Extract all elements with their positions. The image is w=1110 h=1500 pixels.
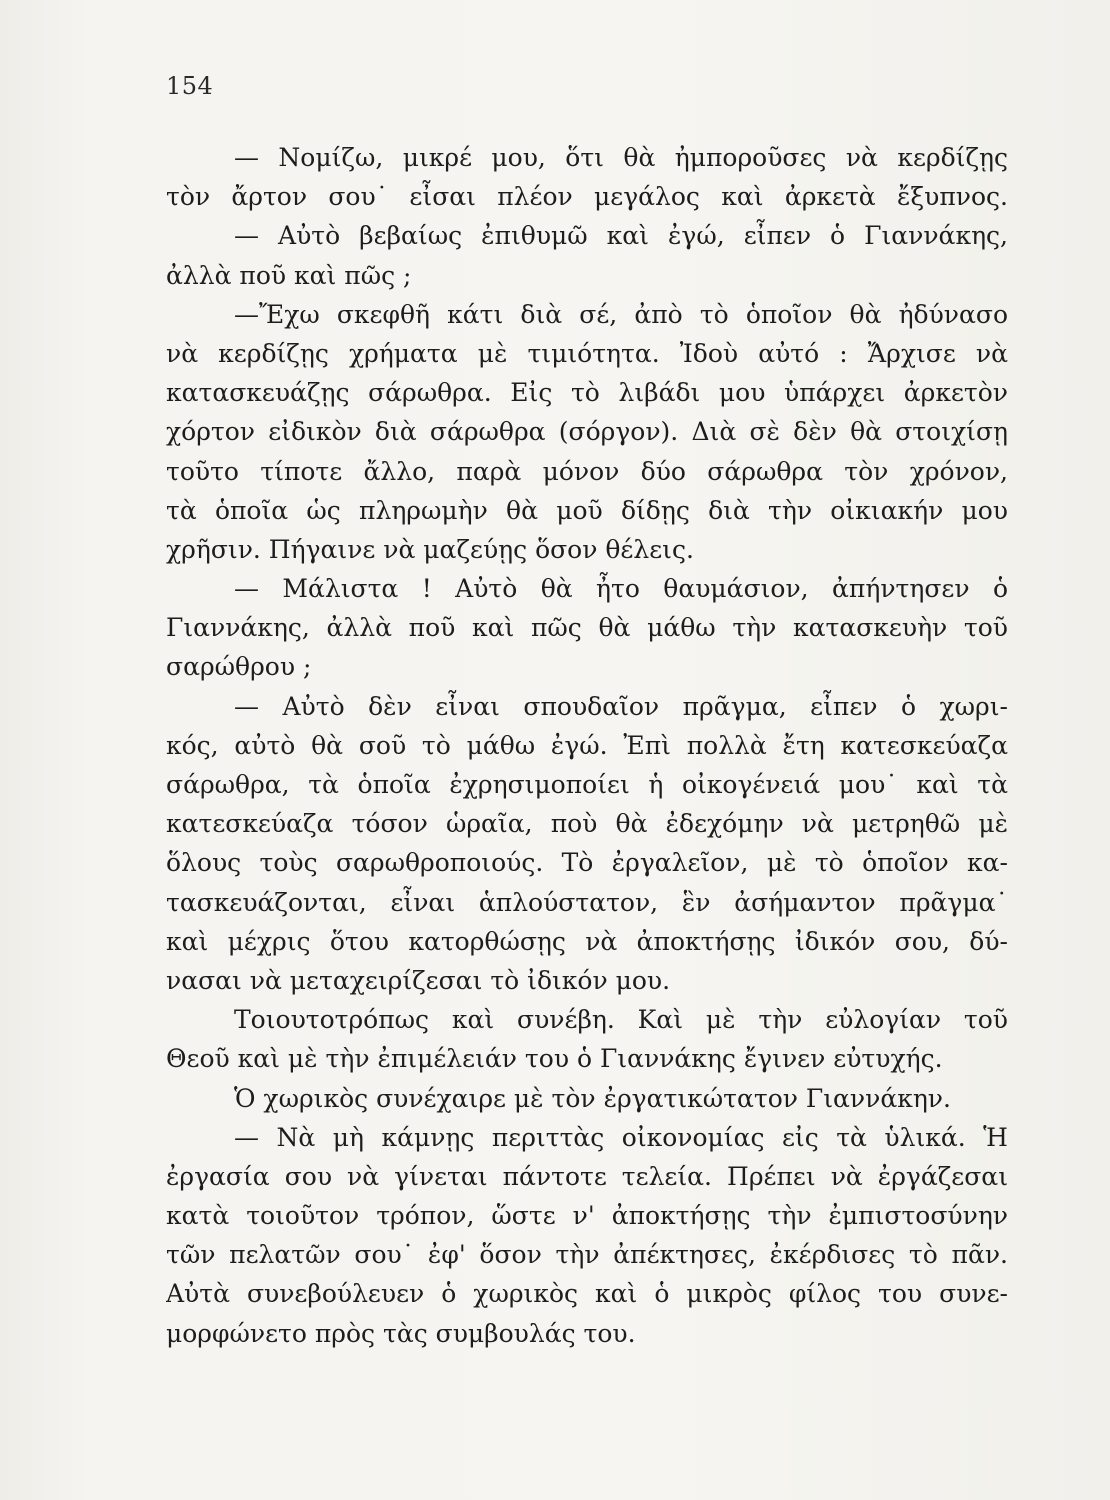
text-line: ὅλους τοὺς σαρωθροποιούς. Τὸ ἐργαλεῖον, μὲ τὸ ὁποῖον κα-	[166, 848, 1008, 878]
text-line: κός, αὐτὸ θὰ σοῦ τὸ μάθω ἐγώ. Ἐπὶ πολλὰ ἔτη κατεσκεύαζα	[166, 730, 1008, 760]
text-line: —Ἔχω σκεφθῆ κάτι διὰ σέ, ἀπὸ τὸ ὁποῖον θὰ ἠδύνασο	[234, 299, 1008, 329]
text-line: Γιαννάκης, ἀλλὰ ποῦ καὶ πῶς θὰ μάθω τὴν κατασκευὴν τοῦ	[166, 613, 1008, 643]
text-line: — Αὐτὸ βεβαίως ἐπιθυμῶ καὶ ἐγώ, εἶπεν ὁ Γιαννάκης,	[234, 221, 1008, 251]
text-line: — Νὰ μὴ κάμνῃς περιττὰς οἰκονομίας εἰς τὰ ὑλικά. Ἡ	[234, 1122, 1008, 1152]
text-line: μορφώνετο πρὸς τὰς συμβουλάς του.	[166, 1318, 636, 1348]
text-line: κατεσκεύαζα τόσον ὡραῖα, ποὺ θὰ ἐδεχόμην νὰ μετρηθῶ μὲ	[166, 809, 1008, 839]
text-line: σαρώθρου ;	[166, 652, 312, 682]
page-number: 154	[166, 72, 214, 100]
text-line: Αὐτὰ συνεβούλευεν ὁ χωρικὸς καὶ ὁ μικρὸς φίλος του συνε-	[166, 1279, 1008, 1309]
text-line: καὶ μέχρις ὅτου κατορθώσῃς νὰ ἀποκτήσῃς ἰδικόν σου, δύ-	[166, 926, 1008, 956]
text-line: κατὰ τοιοῦτον τρόπον, ὥστε ν' ἀποκτήσῃς τὴν ἐμπιστοσύνην	[166, 1201, 1008, 1231]
text-line: χρῆσιν. Πήγαινε νὰ μαζεύῃς ὅσον θέλεις.	[166, 534, 694, 564]
text-line: τῶν πελατῶν σου˙ ἐφ' ὅσον τὴν ἀπέκτησες, ἐκέρδισες τὸ πᾶν.	[166, 1240, 1008, 1270]
body-text	[166, 138, 1008, 1353]
text-line: σάρωθρα, τὰ ὁποῖα ἐχρησιμοποίει ἡ οἰκογένειά μου˙ καὶ τὰ	[166, 770, 1008, 799]
text-line: ἀλλὰ ποῦ καὶ πῶς ;	[166, 260, 412, 290]
text-line: νὰ κερδίζῃς χρήματα μὲ τιμιότητα. Ἰδοὺ αὐτό : Ἄρχισε νὰ	[166, 338, 1008, 368]
text-line: — Νομίζω, μικρέ μου, ὅτι θὰ ἠμποροῦσες νὰ κερδίζῃς	[234, 143, 1008, 172]
text-line: τὸν ἄρτον σου˙ εἶσαι πλέον μεγάλος καὶ ἀρκετὰ ἔξυπνος.	[166, 182, 1008, 212]
text-line: χόρτον εἰδικὸν διὰ σάρωθρα (σόργον). Διὰ σὲ δὲν θὰ στοιχίσῃ	[166, 417, 1008, 447]
text-line: — Αὐτὸ δὲν εἶναι σπουδαῖον πρᾶγμα, εἶπεν ὁ χωρι-	[234, 691, 1008, 721]
text-line: κατασκευάζῃς σάρωθρα. Εἰς τὸ λιβάδι μου ὑπάρχει ἀρκετὸν	[166, 378, 1008, 408]
text-line: ἐργασία σου νὰ γίνεται πάντοτε τελεία. Πρέπει νὰ ἐργάζεσαι	[166, 1161, 1008, 1191]
text-line: τὰ ὁποῖα ὡς πληρωμὴν θὰ μοῦ δίδῃς διὰ τὴν οἰκιακήν μου	[166, 495, 1008, 525]
text-line: νασαι νὰ μεταχειρίζεσαι τὸ ἰδικόν μου.	[166, 965, 671, 995]
text-line: Τοιουτοτρόπως καὶ συνέβη. Καὶ μὲ τὴν εὐλογίαν τοῦ	[234, 1005, 1008, 1035]
text-line: τασκευάζονται, εἶναι ἁπλούστατον, ἓν ἀσήμαντον πρᾶγμα˙	[166, 887, 1008, 917]
text-line: τοῦτο τίποτε ἄλλο, παρὰ μόνον δύο σάρωθρα τὸν χρόνον,	[166, 456, 1008, 486]
text-line: — Μάλιστα ! Αὐτὸ θὰ ἦτο θαυμάσιον, ἀπήντησεν ὁ	[234, 574, 1008, 604]
text-line: Ὁ χωρικὸς συνέχαιρε μὲ τὸν ἐργατικώτατον Γιαννάκην.	[234, 1083, 951, 1113]
text-line: Θεοῦ καὶ μὲ τὴν ἐπιμέλειάν του ὁ Γιαννάκης ἔγινεν εὐτυχής.	[166, 1044, 943, 1074]
